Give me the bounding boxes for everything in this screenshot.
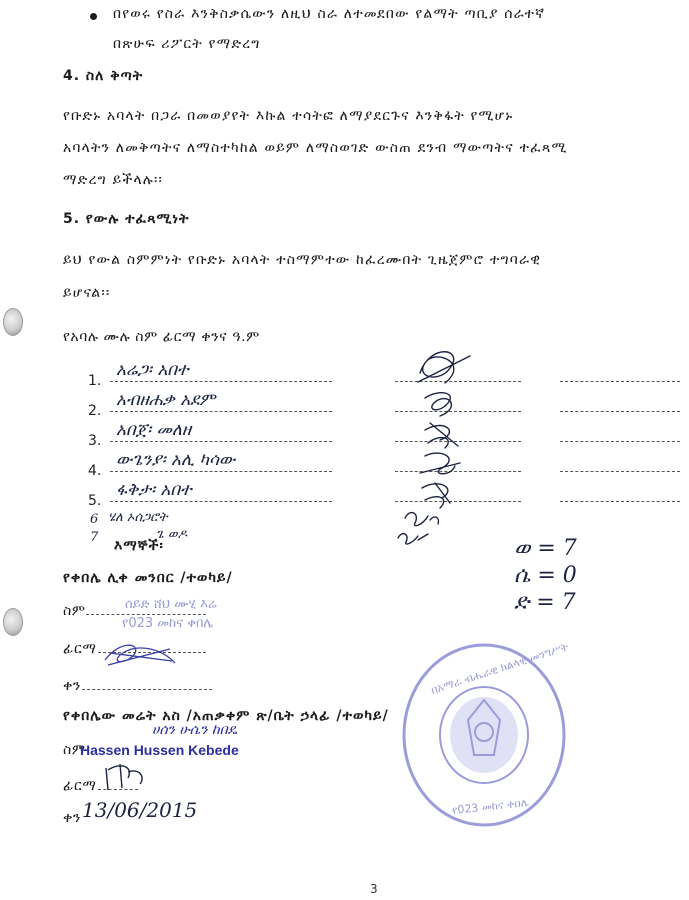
member-name: ውጌንያ፡ አሊ ካሳው (116, 450, 236, 470)
chairman-signature-label: ፊርማ (63, 641, 97, 657)
member-number: 2. (88, 403, 102, 419)
chairman-date-label: ቀን (63, 678, 81, 694)
member-name: አሬጋ፡ አበተ (116, 360, 189, 380)
kebele-chairman-heading: የቀበሌ ሊቀ መንበር /ተወካይ/ (63, 570, 233, 586)
date-line (560, 411, 680, 412)
member-name: አብዘሐቃ አደም (116, 390, 216, 410)
signature-scribble-4 (420, 453, 460, 474)
member-number: 6 (90, 512, 99, 527)
name-line (110, 471, 332, 472)
member-signatures-graphic (390, 338, 480, 558)
member-name: አበጀ፡ መለዘ (116, 420, 192, 440)
date-line (560, 381, 680, 382)
signature-scribble-5 (422, 483, 450, 508)
chairman-signature-graphic (100, 635, 180, 671)
name-line (110, 411, 332, 412)
section-4-line3: ማድረግ ይችላሉ፡፡ (63, 172, 164, 188)
bullet-text-line1: በየወሩ የስራ እንቅስቃሴውን ለዚህ ስራ ለተመደበው የልማት ጣቢያ ሰራተኛ (113, 6, 546, 22)
signature-scribble-2 (425, 393, 451, 416)
land-office-heading: የቀበሌው መሬት አስ /አጠቃቀም ጽ/ቤት ኃላፊ /ተወካይ/ (63, 708, 389, 724)
date-line (560, 501, 680, 502)
seal-top-text: በአማራ ብሔራዊ ክልላዊ መንግሥት (429, 640, 570, 697)
chairman-name-label: ስም (63, 603, 86, 619)
witnesses-label: እማኞች፡ (114, 538, 164, 554)
name-line (110, 501, 332, 502)
officer-name-handwritten: ሀሰን ሁሴን ከበዴ (152, 722, 237, 738)
member-number: 3. (88, 433, 102, 449)
officer-name-label: ስም (63, 742, 86, 758)
chairman-date-line (82, 689, 212, 690)
name-line (110, 441, 332, 442)
member-number: 4. (88, 463, 102, 479)
tally-male: ወ = 7 (514, 536, 577, 561)
chairman-office-stamp: የ023 መከና ቀበሌ (122, 616, 214, 631)
section-5-line1: ይህ የውል ስምምነት የቡድኑ አባላት ተስማምተው ከፈረሙበት ጊዜጀምሮ ተግባራዊ (63, 252, 542, 268)
signature-scribble-3 (425, 423, 458, 448)
section-4-line1: የቡድኑ አባላት በጋራ በመወያየት እኩል ተሳትፎ ለማያደርጉና እንቅፋት የሚሆኑ (63, 108, 514, 124)
member-name: ጌ ወዶ (156, 527, 188, 542)
officer-date-label: ቀን (63, 810, 81, 826)
section-5-line2: ይሆናል፡፡ (63, 285, 111, 301)
officer-signature-label: ፊርማ (63, 778, 97, 794)
members-header: የአባሉ ሙሉ ስም ፊርማ ቀንና ዓ.ም (63, 329, 260, 345)
officer-signature-graphic (98, 758, 158, 798)
member-name: ፋቅታ፡ አበተ (116, 480, 192, 500)
tally-total: ድ = 7 (514, 590, 576, 615)
officer-name-typed: Hassen Hussen Kebede (80, 742, 239, 758)
date-line (560, 471, 680, 472)
officer-date-value: 13/06/2015 (82, 798, 198, 822)
member-number: 1. (88, 373, 102, 389)
page-number: 3 (370, 882, 378, 896)
member-name: ሄለ ኦሰጋሮት (108, 510, 168, 525)
punch-hole-bottom (3, 608, 23, 636)
tally-female: ሴ = 0 (514, 563, 577, 588)
section-4-heading: 4. ስለ ቅጣት (63, 68, 144, 84)
bullet-dot (90, 13, 97, 20)
signature-scribble-1 (418, 352, 470, 383)
section-4-line2: አባላትን ለመቅጣትና ለማስተካከል ወይም ለማስወገድ ውስጠ ደንብ ማውጣትና ተፈጻሚ (63, 140, 568, 156)
chairman-name-stamp: ሰይድ ሸህ ሙሂ እሬ (125, 597, 217, 612)
member-number: 5. (88, 493, 102, 509)
name-line (110, 381, 332, 382)
member-number: 7 (90, 530, 99, 545)
section-5-heading: 5. የውሉ ተፈጻሚነት (63, 211, 190, 227)
date-line (560, 441, 680, 442)
signature-scribble-7 (398, 534, 428, 544)
chairman-name-line (86, 614, 206, 615)
seal-bottom-text: የ023 መከና ቀበሌ (451, 796, 530, 817)
bullet-text-line2: በጽሁፍ ሪፖርት የማድረግ (113, 36, 261, 52)
signature-scribble-6 (405, 513, 438, 526)
punch-hole-top (3, 308, 23, 336)
